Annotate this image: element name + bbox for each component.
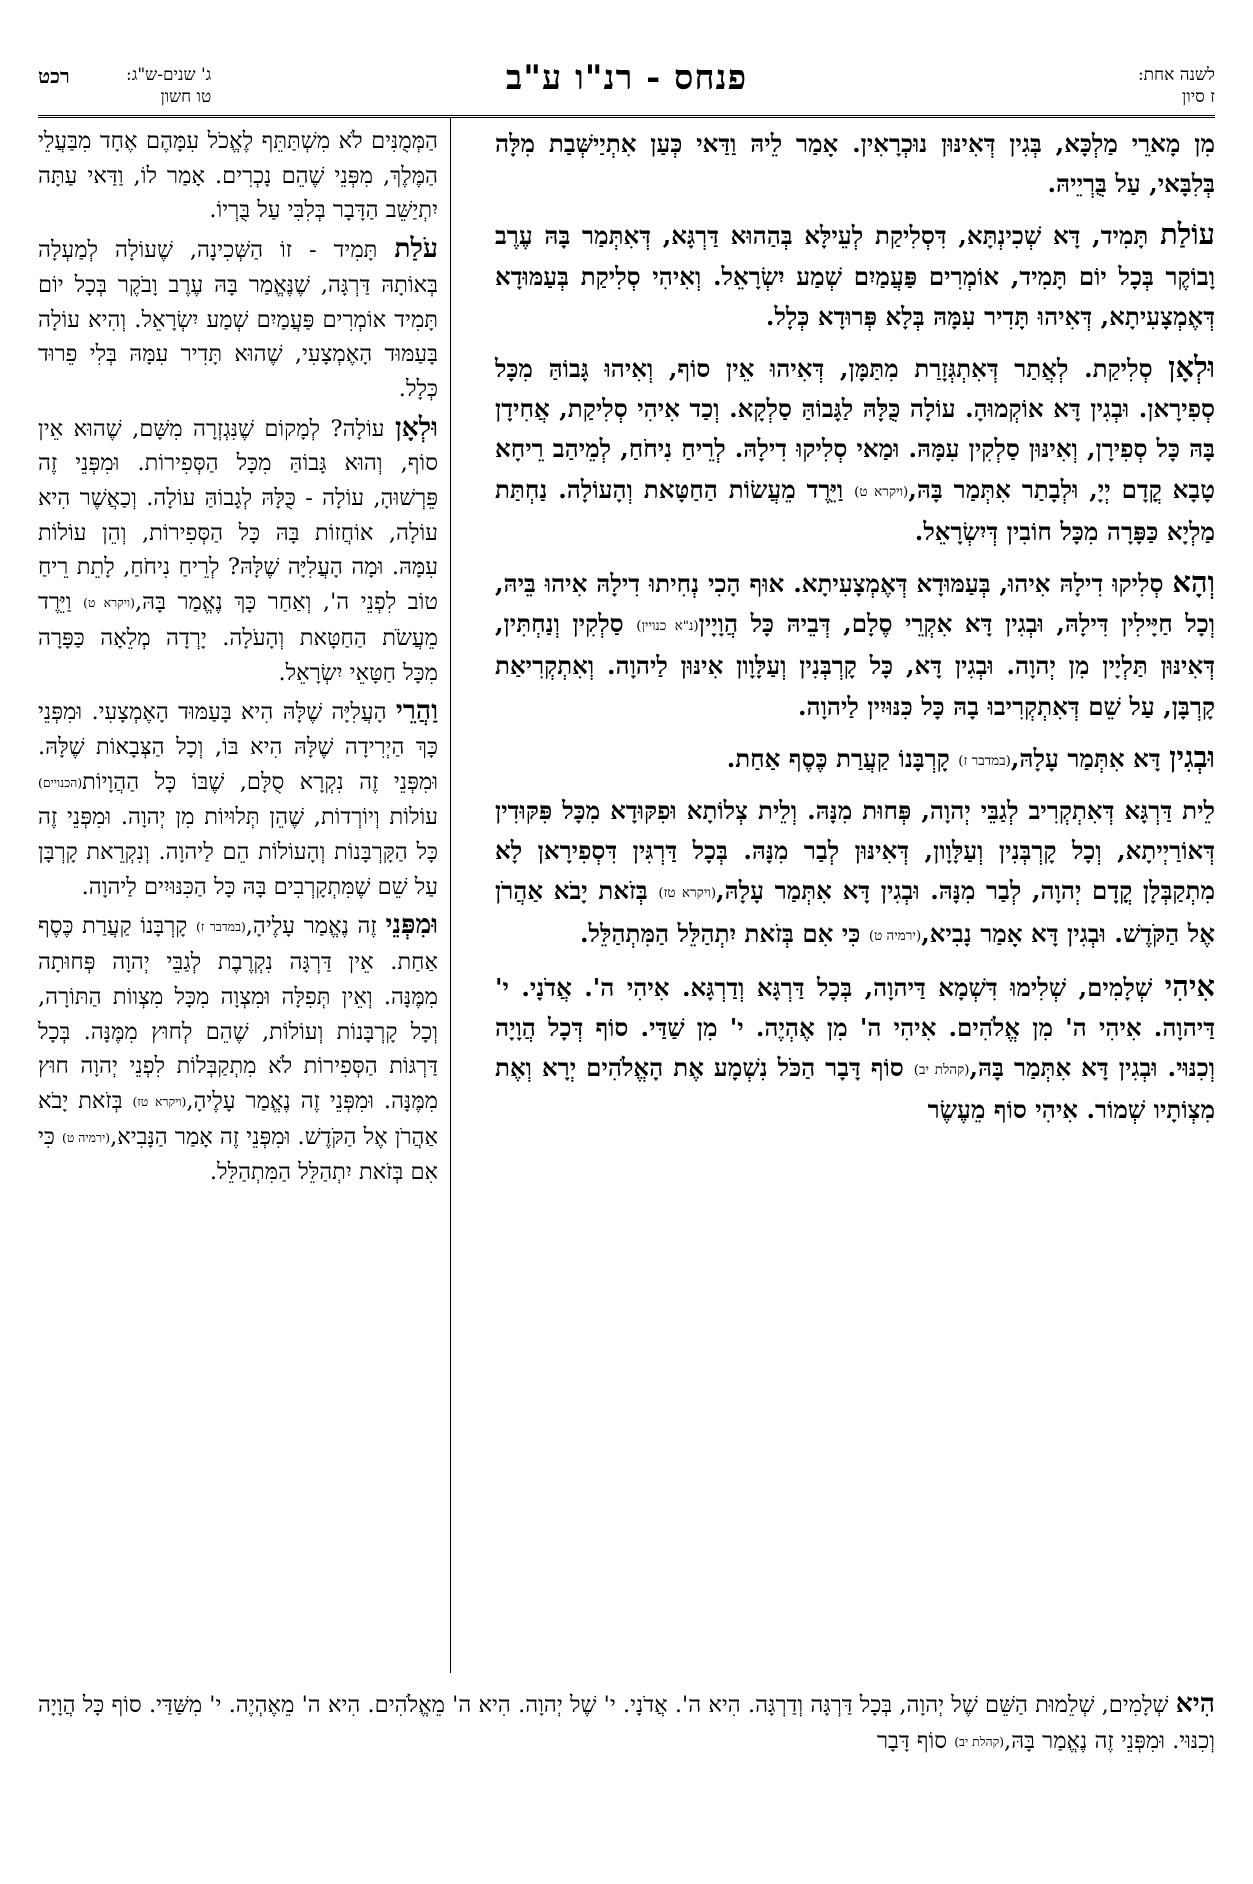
header-left-block [126, 64, 211, 108]
header-divider [38, 115, 1215, 118]
side-paragraph-2 [38, 232, 438, 407]
paragraph-text: סַלְקִין וְנַחְתִּין, דְּאִינּוּן תַּלְיָין מִן יְהוָה. וּבְגִין דָּא, כָּל קָרְבְּנִין וְעַלָּוָון אִינּוּן לַיהוָה. וְאִתְקְרִיאַת קָרְבָּן, עַל שֵׁם דְּאִתְקְרִיבוּ בָהּ כָּל כִּנּוּיִין לַיהוָה. [495, 609, 1215, 721]
paragraph-text: עוֹלָה? לְמָקוֹם שֶׁנִּגְזְרָה מִשָּׁם, שֶׁהוּא אֵין סוֹף, וְהוּא גָּבוֹהַּ מִכָּל הַסְּפִירוֹת. וּמִפְּנֵי זֶה פֵּרְשׁוּהָ, עוֹלָה - כֻּלָּהּ לְגָבוֹהַּ עוֹלָה. וְכַאֲשֶׁר הִיא עוֹלָה, אוֹחֲזוֹת בָּהּ כָּל הַסְּפִירוֹת, וְהֵן עוֹלוֹת עִמָּהּ. וּמָה הָעֲלִיָּה שֶׁלָּהּ? לְרֵיחַ נִיחֹחַ, לָתֵת רֵיחַ טוֹב לִפְנֵי ה', וְאַחַר כָּךְ נֶאֱמַר בָּהּ, [38, 415, 438, 616]
main-column [495, 124, 1215, 1141]
lead-word: עֹלַת [394, 233, 438, 265]
lead-word: עוֹלַת [1160, 217, 1215, 252]
paragraph-text: שְׁלָמִים, שְׁלִימוּ דִּשְׁמָא דַּיהוָה, בְּכָל דַּרְגָּא וְדַרְגָּא. אִיהִי ה'. אֲדֹנָי. י' דַּיהוָה. אִיהִי ה' מִן אֱלֹהִים. אִיהִי ה' מִן אֶהְיֶה. י' מִן שַׁדַּי. סוֹף דְּכָל הֲוָיָה וְכִנּוּי. וּבְגִין דָּא אִתְּמַר בָּהּ, [495, 972, 1215, 1083]
paragraph-text: בְּזֹאת יָבֹא אַהֲרֹן אֶל הַקֹּדֶשׁ. וּבְגִין דָּא אָמַר נָבִיא, [495, 876, 1215, 948]
verse-reference: (ויקרא טז) [132, 1094, 187, 1109]
main-paragraph-5 [495, 737, 1215, 781]
lead-word: וּבְגִין [1169, 739, 1215, 774]
paragraph-text: תָּמִיד - זוֹ הַשְּׁכִינָה, שֶׁעוֹלָה לְמַעְלָה בְּאוֹתָהּ דַּרְגָּה, שֶׁנֶּאֱמַר בָּהּ עֶרֶב וָבֹקֶר בְּכָל יוֹם תָּמִיד אוֹמְרִים פַּעֲמַיִם שְׁמַע יִשְׂרָאֵל. וְהִיא עוֹלָה בָּעַמּוּד הָאֶמְצָעִי, שֶׁהוּא תָּדִיר עִמָּהּ בְּלִי פֵרוּד כְּלָל. [38, 237, 438, 402]
header-left-line1: ג' שנים-ש"ג: [126, 65, 212, 85]
paragraph-text: הָעֲלִיָּה שֶׁלָּהּ הִיא בָּעַמּוּד הָאֶמְצָעִי. וּמִפְּנֵי כָּךְ הַיְרִידָה שֶׁלָּהּ הִיא בּוֹ, וְכָל הַצְּבָאוֹת שֶׁלָּהּ. וּמִפְּנֵי זֶה נִקְרָא סֻלָּם, שֶׁבּוֹ כָּל הַהֲוָיוֹת [38, 699, 438, 795]
header-right-line2: ז סיון [1182, 87, 1215, 107]
verse-reference: (ירמיה ט) [62, 1130, 111, 1145]
paragraph-text: זֶה נֶאֱמַר עָלֶיהָ, [245, 913, 386, 940]
paragraph-text: כִּי אִם בְּזֹאת יִתְהַלֵּל הַמִּתְהַלֵּל. [37, 1123, 438, 1186]
paragraph-text: סוֹף דָּבָר הַכֹּל נִשְׁמָע אֶת הָאֱלֹהִים יְרָא וְאֶת מִצְוֹתָיו שְׁמוֹר. אִיהִי סוֹף מֵעֶשֶׂר [495, 1053, 1215, 1125]
translation-column [38, 124, 438, 1194]
paragraph-text: דָּא אִתְּמַר עָלָהּ, [1010, 743, 1170, 773]
header-left-line2: טו חשון [160, 87, 212, 107]
page-header [38, 58, 1215, 114]
main-paragraph-7 [495, 966, 1215, 1131]
column-divider [450, 118, 451, 1673]
side-paragraph-4 [38, 694, 438, 904]
lead-word: וַהֲרֵי [395, 695, 438, 727]
paragraph-text: וַיֵּרֶד מֵעֲשׂוֹת הַחַטָּאת וְהָעוֹלָה. נַחְתַּת מַלְיָא כַּפָּרָה מִכָּל חוֹבִין דְּיִשְׂרָאֵל. [495, 474, 1215, 546]
bottom-translation [38, 1686, 1215, 1760]
verse-reference: (קהלת יב) [954, 1735, 1005, 1749]
paragraph-text: כִּי אִם בְּזֹאת יִתְהַלֵּל הַמִּתְהַלֵּל. [580, 918, 869, 948]
verse-reference: (במדבר ז) [196, 920, 246, 935]
page-title: פנחס - רנ"ו ע"ב [505, 58, 748, 98]
paragraph-text: סְלִיקוּ דִילָהּ אִיהוּ, בְּעַמּוּדָא דְּאֶמְצָעִיתָא. אוּף הָכִי נְחִיתוּ דִילָהּ אִיהוּ בֵּיהּ, וְכָל חַיָּילִין דִּילָהּ, וּבְגִין דָּא אִקְרֵי סֶלָם, דְּבֵיהּ כָּל הֲוָיָין [495, 569, 1215, 639]
main-paragraph-1: מִן מָארֵי מַלְכָּא, בְּגִין דְּאִינּוּן נוּכְרָאִין. אָמַר לֵיהּ וַדַּאי כְּעַן אִתְיַישְּׁבַת מִלָּה בְּלִבָּאי, עַל בֻּרְיֵיהּ. [495, 129, 1215, 199]
paragraph-text: בְּזֹאת יָבֹא אַהֲרֹן אֶל הַקֹּדֶשׁ. וּמִפְּנֵי זֶה אָמַר הַנָּבִיא, [38, 1087, 438, 1150]
side-paragraph-3 [38, 411, 438, 691]
verse-reference: (במדבר ז) [958, 752, 1011, 769]
lead-word: וּלְאָן [394, 411, 438, 443]
main-paragraph-6 [495, 791, 1215, 956]
lead-word: הִיא [1175, 1688, 1215, 1719]
header-right-line1: לשנה אחת: [1137, 65, 1215, 85]
verse-reference: (הכנויים) [38, 775, 83, 790]
side-paragraph-5 [38, 908, 438, 1190]
verse-reference: (ויקרא טז) [658, 885, 717, 902]
paragraph-text: סְלִיקַת. לְאֲתַר דְּאִתְגְּזָרַת מִתַּמָּן, דְּאִיהוּ אֵין סוֹף, וְאִיהוּ גָּבוֹהַּ מִכָּל סְפִירָאן. וּבְגִין דָּא אוֹקְמוּהָ. עוֹלָה כֻּלָּהּ לַגָּבוֹהַּ סַלְקָא. וְכַד אִיהִי סְלִיקַת, אֲחִידָן בָּהּ כָּל סְפִירָן, וְאִינּוּן סַלְקִין עִמָּהּ. וּמַאי סְלִיקוּ דִילָהּ. לְרֵיחַ נִיחֹחַ, לְמֵיהַב רֵיחָא טָבָא קֳדָם יְיָ, וּלְבָתַר אִתְּמַר בָּהּ, [495, 354, 1216, 504]
lead-word: וּמִפְּנֵי [385, 909, 438, 941]
paragraph-text: קָרְבָּנוֹ קַעֲרַת כֶּסֶף אַחַת. [726, 743, 959, 773]
paragraph-text: וַיֵּרֶד מֵעֲשֹׂת הַחַטָּאת וְהָעֹלָה. יָרְדָה מְלֵאָה כַּפָּרָה מִכָּל חַטָּאֵי יִשְׂרָאֵל. [38, 589, 438, 686]
verse-reference: (קהלת יב) [913, 1062, 970, 1079]
side-paragraph-1: הַמְּמֻנִּים לֹא מִשְׁתַּתֵּף לֶאֱכֹל עִמָּהֶם אֶחָד מִבַּעֲלֵי הַמֶּלֶךְ, מִפְּנֵי שֶׁהֵם נָכְרִים. אָמַר לוֹ, וַדַּאי עַתָּה יִתְיַשֵּׁב הַדָּבָר בְּלִבִּי עַל בֻּרְיוֹ. [38, 128, 438, 224]
paragraph-text: סוֹף דָּבָר [877, 1728, 955, 1754]
verse-reference: (ירמיה ט) [868, 927, 922, 944]
paragraph-text: תָּמִיד, דָּא שְׁכִינְתָּא, דִּסְלִיקַת לְעֵילָּא בְּהַהוּא דַּרְגָּא, דְּאִתְּמַר בָּהּ עֶרֶב וָבוֹקֶר בְּכָל יוֹם תָּמִיד, אוֹמְרִים פַּעֲמַיִם שְׁמַע יִשְׂרָאֵל. וְאִיהִי סְלִיקַת בְּעַמּוּדָא דְּאֶמְצָעִיתָא, דְּאִיהוּ תָּדִיר עִמָּהּ בְּלָא פְּרוּדָא כְּלָל. [495, 221, 1215, 331]
verse-reference: (נ"א כנויין) [636, 618, 699, 635]
main-paragraph-2 [495, 214, 1215, 337]
lead-word: וּלְאָן [1168, 350, 1215, 385]
verse-reference: (ויקרא ט) [83, 596, 135, 611]
paragraph-text: קָרְבָּנוֹ קַעֲרַת כֶּסֶף אַחַת. אֵין דַּרְגָּה נִקְרֶבֶת לְגַבֵּי יְהוָה פְּחוּתָה מִמֶּנָּה. וְאֵין תְּפִלָּה וּמִצְוָה מִכָּל מִצְווֹת הַתּוֹרָה, וְכָל קָרְבָּנוֹת וְעוֹלוֹת, שֶׁהֵם לְחוּץ מִמֶּנָּה. בְּכָל דַּרְגּוֹת הַסְּפִירוֹת לֹא מִתְקַבְּלוֹת לִפְנֵי יְהוָה חוּץ מִמֶּנָּה. וּמִפְּנֵי זֶה נֶאֱמַר עָלֶיהָ, [38, 913, 439, 1114]
paragraph-text: לֵית דַּרְגָּא דְּאִתְקְרִיב לְגַבֵּי יְהוָה, פְּחוּת מִנָּהּ. וְלֵית צְלוֹתָא וּפִקּוּדָא מִכָּל פִּקּוּדִין דְּאוֹרַיְיתָא, וְכָל קָרְבְּנִין וְעַלָּוָון, דְּאִינּוּן לְבַר מִנָּהּ. בְּכָל דַּרְגִּין דִּסְפִירָאן לָא מִתְקַבְּלָן קֳדָם יְהוָה, לְבַר מִנָּהּ. וּבְגִין דָּא אִתְּמַר עָלָהּ, [495, 796, 1215, 906]
lead-word: אִיהִי [1164, 968, 1215, 1003]
verse-reference: (ויקרא ט) [854, 483, 909, 500]
lead-word: וְהָא [1172, 565, 1215, 600]
main-paragraph-4 [495, 562, 1215, 727]
paragraph-text: עוֹלוֹת וְיוֹרְדוֹת, שֶׁהֵן תְּלוּיוֹת מִן יְהוָה. וּמִפְּנֵי זֶה כָּל הַקָּרְבָּנוֹת וְהָעוֹלוֹת הֵם לַיהוָה. וְנִקְרֵאת קָרְבָּן עַל שֵׁם שֶׁמִּתְקָרְבִים בָּהּ כָּל הַכִּנּוּיִים לַיהוָה. [38, 804, 438, 900]
page-number: רכט [38, 64, 70, 88]
paragraph-text: שְׁלָמִים, שְׁלֵמוּת הַשֵּׁם שֶׁל יְהוָה, בְּכָל דַּרְגָּה וְדַרְגָּה. הִיא ה'. אֲדֹנָי. י' שֶׁל יְהוָה. הִיא ה' מֵאֱלֹהִים. הִיא ה' מֵאֶהְיֶה. י' מִשַּׁדַּי. סוֹף כָּל הֲוָיָה וְכִנּוּי. וּמִפְּנֵי זֶה נֶאֱמַר בָּהּ, [38, 1692, 1215, 1754]
main-paragraph-3 [495, 347, 1215, 552]
